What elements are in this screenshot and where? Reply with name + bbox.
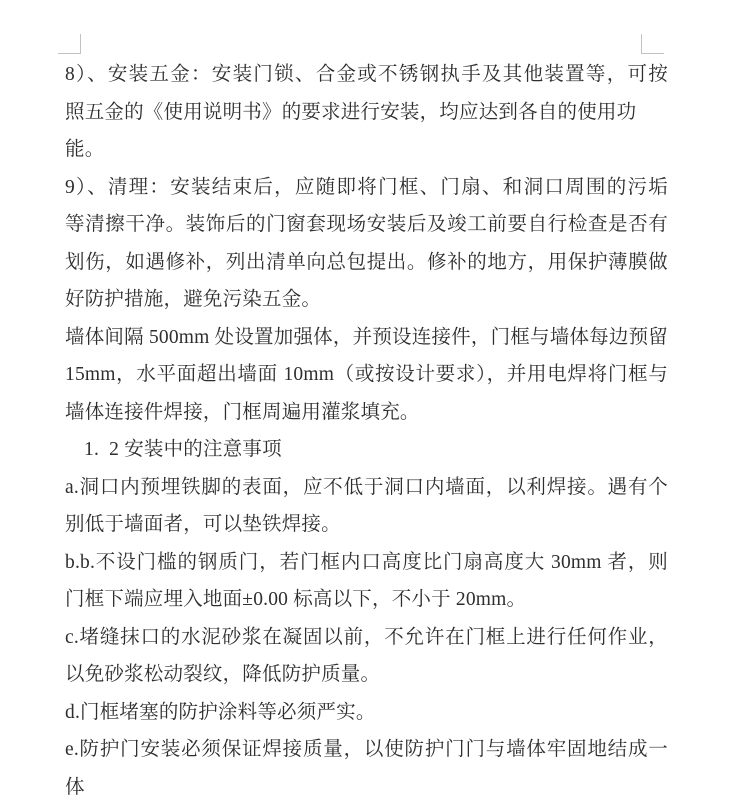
text-line: b.b.不设门槛的钢质门，若门框内口高度比门扇高度大 30mm 者，则 xyxy=(65,544,668,582)
paragraph xyxy=(65,56,668,169)
paragraph xyxy=(65,731,668,806)
text-line: a.洞口内预埋铁脚的表面，应不低于洞口内墙面，以利焊接。遇有个 xyxy=(65,469,668,507)
paragraph xyxy=(65,544,668,619)
text-line: 以免砂浆松动裂纹，降低防护质量。 xyxy=(65,656,668,694)
document-body xyxy=(65,56,668,806)
paragraph xyxy=(65,319,668,432)
top-right-margin-mark xyxy=(641,34,664,54)
paragraph xyxy=(65,619,668,694)
text-line: c.堵缝抹口的水泥砂浆在凝固以前，不允许在门框上进行任何作业， xyxy=(65,619,668,657)
paragraph xyxy=(65,431,668,469)
text-line: 等清擦干净。装饰后的门窗套现场安装后及竣工前要自行检查是否有 xyxy=(65,206,668,244)
text-line: 门框下端应埋入地面±0.00 标高以下，不小于 20mm。 xyxy=(65,581,668,619)
text-line: 8）、安装五金：安装门锁、合金或不锈钢执手及其他装置等，可按 xyxy=(65,56,668,94)
text-line: 别低于墙面者，可以垫铁焊接。 xyxy=(65,506,668,544)
text-line: 15mm，水平面超出墙面 10mm（或按设计要求），并用电焊将门框与 xyxy=(65,356,668,394)
text-line: 墙体间隔 500mm 处设置加强体，并预设连接件，门框与墙体每边预留 xyxy=(65,319,668,357)
paragraph xyxy=(65,694,668,732)
paragraph xyxy=(65,469,668,544)
text-line: 墙体连接件焊接，门框周遍用灌浆填充。 xyxy=(65,394,668,432)
text-line: 1. 2 安装中的注意事项 xyxy=(65,431,668,469)
text-line: d.门框堵塞的防护涂料等必须严实。 xyxy=(65,694,668,732)
text-line: e.防护门安装必须保证焊接质量，以使防护门门与墙体牢固地结成一 xyxy=(65,731,668,769)
text-line: 9）、清理：安装结束后，应随即将门框、门扇、和洞口周围的污垢 xyxy=(65,169,668,207)
top-left-margin-mark xyxy=(58,34,81,54)
text-line: 划伤，如遇修补，列出清单向总包提出。修补的地方，用保护薄膜做 xyxy=(65,244,668,282)
paragraph xyxy=(65,169,668,319)
text-line: 照五金的《使用说明书》的要求进行安装，均应达到各自的使用功能。 xyxy=(65,94,668,169)
text-line: 好防护措施，避免污染五金。 xyxy=(65,281,668,319)
text-line: 体 xyxy=(65,769,668,806)
